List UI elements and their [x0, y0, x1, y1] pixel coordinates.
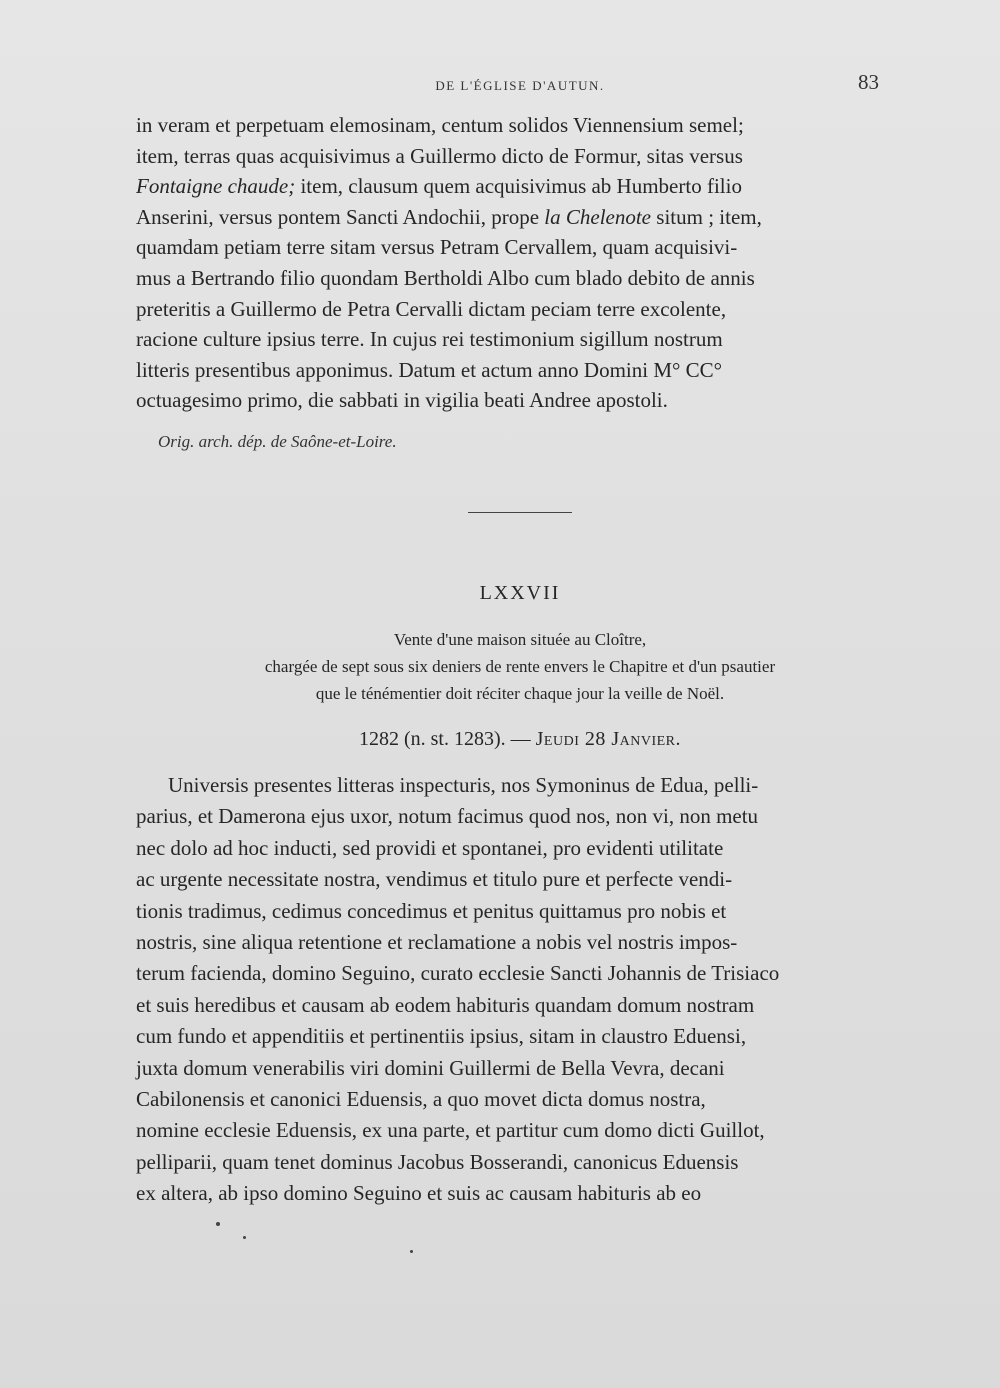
- text-line: nostris, sine aliqua retentione et reclamatione a nobis vel nostris impos-: [136, 930, 738, 955]
- text-line: tionis tradimus, cedimus concedimus et penitus quittamus pro nobis et: [136, 898, 727, 923]
- text-line: Anserini, versus pontem Sancti Andochii, prope la Chelenote situm ; item,: [136, 204, 762, 229]
- text-line: nomine ecclesie Eduensis, ex una parte, et partitur cum domo dicti Guillot,: [136, 1118, 765, 1143]
- charter-text: [136, 770, 902, 1210]
- text-line: Cabilonensis et canonici Eduensis, a quo movet dicta domus nostra,: [136, 1087, 706, 1112]
- text-line: et suis heredibus et causam ab eodem habituris quandam domum nostram: [136, 992, 755, 1017]
- charter-date: [250, 728, 790, 751]
- text-line: in veram et perpetuam elemosinam, centum solidos Viennensium semel;: [136, 113, 744, 137]
- running-head: DE L'ÉGLISE D'AUTUN.: [435, 78, 605, 93]
- date-day: Jeudi 28 Janvier.: [535, 728, 682, 750]
- text-line: ac urgente necessitate nostra, vendimus et titulo pure et perfecte vendi-: [136, 867, 733, 892]
- text-line: nec dolo ad hoc inducti, sed providi et spontanei, pro evidenti utilitate: [136, 835, 724, 860]
- text-line: quamdam petiam terre sitam versus Petram Cervallem, quam acquisivi-: [136, 235, 738, 260]
- text-line: parius, et Damerona ejus uxor, notum facimus quod nos, non vi, non metu: [136, 804, 759, 829]
- charter-number: LXXVII: [479, 582, 561, 604]
- text-line: mus a Bertrando filio quondam Bertholdi Albo cum blado debito de annis: [136, 265, 755, 290]
- text-line: pelliparii, quam tenet dominus Jacobus Bosserandi, canonicus Eduensis: [136, 1149, 739, 1174]
- summary-line: que le ténémentier doit réciter chaque jour la veille de Noël.: [315, 684, 725, 703]
- date-year: 1282 (n. st. 1283). —: [358, 728, 536, 750]
- ink-speck: [216, 1222, 220, 1226]
- archive-source-note: Orig. arch. dép. de Saône-et-Loire.: [158, 432, 397, 451]
- italic-place-name: Fontaigne chaude;: [136, 174, 296, 199]
- summary-line: Vente d'une maison située au Cloître,: [393, 630, 647, 649]
- text-line: litteris presentibus apponimus. Datum et actum anno Domini M° CC°: [136, 357, 723, 382]
- charter-summary: [160, 626, 880, 707]
- text-line: juxta domum venerabilis viri domini Guillermi de Bella Vevra, decani: [136, 1055, 725, 1080]
- page-number: 83: [858, 70, 879, 94]
- text-line: Fontaigne chaude; item, clausum quem acquisivimus ab Humberto filio: [136, 174, 742, 199]
- text-line: octuagesimo primo, die sabbati in vigilia beati Andree apostoli.: [136, 388, 668, 413]
- ink-speck: [243, 1236, 246, 1239]
- text-line: item, terras quas acquisivimus a Guillermo dicto de Formur, sitas versus: [136, 143, 743, 168]
- italic-place-name: la Chelenote: [544, 204, 652, 229]
- text-line: cum fundo et appenditiis et pertinentiis ipsius, sitam in claustro Eduensi,: [136, 1024, 747, 1049]
- text-line: Universis presentes litteras inspecturis, nos Symoninus de Edua, pelli-: [168, 773, 759, 797]
- text-line: preteritis a Guillermo de Petra Cervalli dictam peciam terre excolente,: [136, 296, 727, 321]
- summary-line: chargée de sept sous six deniers de rente envers le Chapitre et d'un psautier: [264, 657, 776, 676]
- ink-speck: [410, 1250, 413, 1253]
- section-divider: [468, 512, 572, 513]
- previous-charter-text: [136, 110, 896, 416]
- text-line: terum facienda, domino Seguino, curato ecclesie Sancti Johannis de Trisiaco: [136, 961, 780, 986]
- text-line: ex altera, ab ipso domino Seguino et suis ac causam habituris ab eo: [136, 1181, 702, 1206]
- text-line: racione culture ipsius terre. In cujus rei testimonium sigillum nostrum: [136, 327, 723, 352]
